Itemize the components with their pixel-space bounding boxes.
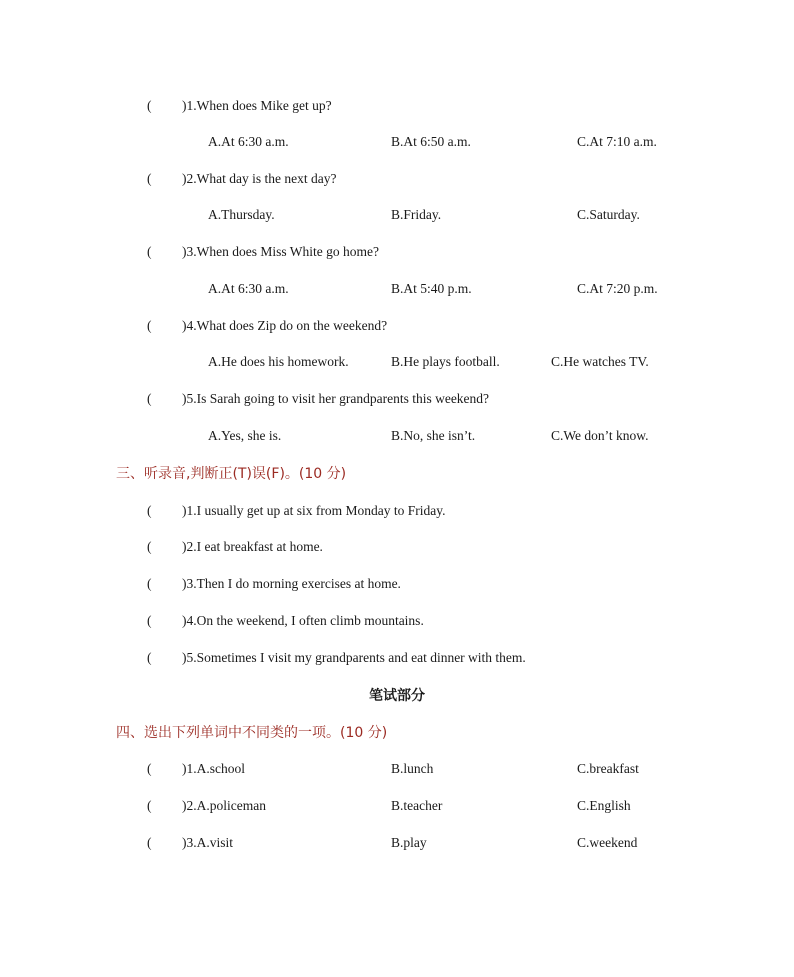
tf-statement: )4.On the weekend, I often climb mountains. [182,613,424,628]
option-a: A.Yes, she is. [208,428,282,443]
option-b: B.Friday. [391,207,442,222]
question-stem: )1.When does Mike get up? [182,98,332,113]
question-stem: )3.A.visit [182,835,234,850]
option-b: B.play [391,835,427,850]
tf-statement: )5.Sometimes I visit my grandparents and eat dinner with them. [182,650,526,665]
option-c: C.breakfast [577,761,639,776]
option-b: B.He plays football. [391,354,500,369]
option-a: A.Thursday. [208,207,275,222]
option-c: C.We don’t know. [551,428,649,443]
option-c: C.He watches TV. [551,354,649,369]
written-part-title: 笔试部分 [369,688,425,704]
option-a: A.He does his homework. [208,354,349,369]
option-c: C.Saturday. [577,207,640,222]
option-c: C.At 7:20 p.m. [577,281,658,296]
question-stem: )3.When does Miss White go home? [182,244,379,259]
tf-statement: )3.Then I do morning exercises at home. [182,576,401,591]
option-b: B.lunch [391,761,434,776]
option-a: A.At 6:30 a.m. [208,281,289,296]
question-stem: )1.A.school [182,761,245,776]
option-c: C.weekend [577,835,638,850]
question-stem: )2.What day is the next day? [182,171,337,186]
option-b: B.At 6:50 a.m. [391,134,471,149]
option-b: B.teacher [391,798,443,813]
option-c: C.English [577,798,631,813]
section-heading-three: 三、听录音,判断正(T)误(F)。(10 分) [116,466,347,482]
option-c: C.At 7:10 a.m. [577,134,657,149]
option-a: A.At 6:30 a.m. [208,134,289,149]
exam-page: ( )1.When does Mike get up? A.At 6:30 a.m. B.At 6:50 a.m. C.At 7:10 a.m. ( )2.What day is the next day? A.Thursday. B.Friday. C.Saturday. ( )3.When does Miss White go home? A.At 6:30 a.m. B.At 5:40 p.m. C.At 7:20 p.m. ( )4.What does Zip do on the weekend? A.He does his homework. B.He plays football. C.He watches TV. ( )5.Is Sarah going to visit her grandparents this weekend? A.Yes, she is. B.No, she isn’t. C.We don’t know. 三、听录音,判断正(T)误(F)。(10 分) ( )1.I usually get up at six from Monday to Friday. ( )2.I eat breakfast at home. ( )3.Then I do morning exercises at home. ( )4.On the weekend, I often climb mountains. ( )5.Sometimes I visit my grandparents and eat dinner with them. 笔试部分 四、选出下列单词中不同类的一项。(10 分) ( )1.A.school B.lunch C.breakfast ( )2.A.policeman B.teacher C.English ( )3.A.visit B.play C.weekend [0,0,794,977]
question-stem: )2.A.policeman [182,798,266,813]
option-b: B.No, she isn’t. [391,428,476,443]
question-stem: )4.What does Zip do on the weekend? [182,318,388,333]
section-heading-four: 四、选出下列单词中不同类的一项。(10 分) [116,725,388,741]
option-b: B.At 5:40 p.m. [391,281,472,296]
tf-statement: )1.I usually get up at six from Monday to Friday. [182,503,446,518]
tf-statement: )2.I eat breakfast at home. [182,539,323,554]
question-stem: )5.Is Sarah going to visit her grandparents this weekend? [182,391,490,406]
